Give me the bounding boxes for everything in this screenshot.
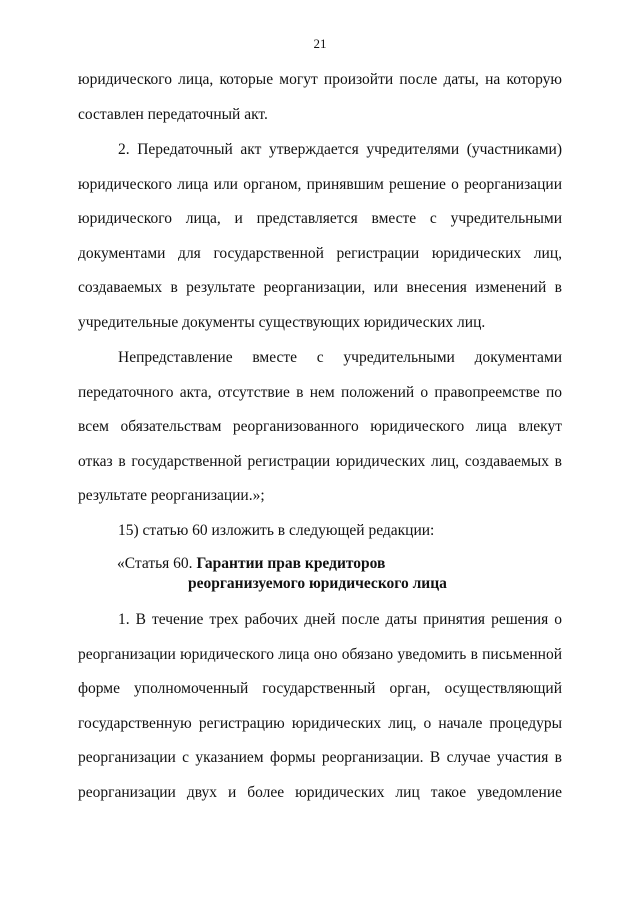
paragraph-non-submission: Непредставление вместе с учредительными документами передаточного акта, отсутствие в нем положений о правопреемстве по всем обязательствам реорганизованного юридического лица влекут отказ в государственной регистрации юридических лиц, создаваемых в результате реорганизации.»;: [78, 349, 562, 505]
page-number: 21: [313, 36, 327, 51]
article-title-line2: реорганизуемого юридического лица: [188, 575, 447, 592]
article-title-line1: Гарантии прав кредиторов: [196, 555, 386, 572]
paragraph-transfer-act: 2. Передаточный акт утверждается учредителями (участниками) юридического лица или органом, принявшим решение о реорганизации юридического лица, и представляется вместе с учредительными документами для государственной регистрации юридических лиц, создаваемых в результате реорганизации, или внесения изменений в учредительные документы существующих юридических лиц.: [78, 141, 562, 331]
article-heading: [117, 554, 447, 594]
article-number: «Статья 60.: [117, 555, 193, 572]
paragraph-continuation: юридического лица, которые могут произойти после даты, на которую составлен передаточный акт.: [78, 71, 562, 123]
paragraph-article-clause-1: 1. В течение трех рабочих дней после даты принятия решения о реорганизации юридического лица оно обязано уведомить в письменной форме уполномоченный государственный орган, осуществляющий государственную регистрацию юридических лиц, о начале процедуры реорганизации с указанием формы реорганизации. В случае участия в реорганизации двух и более юридических лиц такое уведомление: [78, 611, 562, 801]
paragraph-amendment-item: 15) статью 60 изложить в следующей редакции:: [118, 522, 435, 539]
